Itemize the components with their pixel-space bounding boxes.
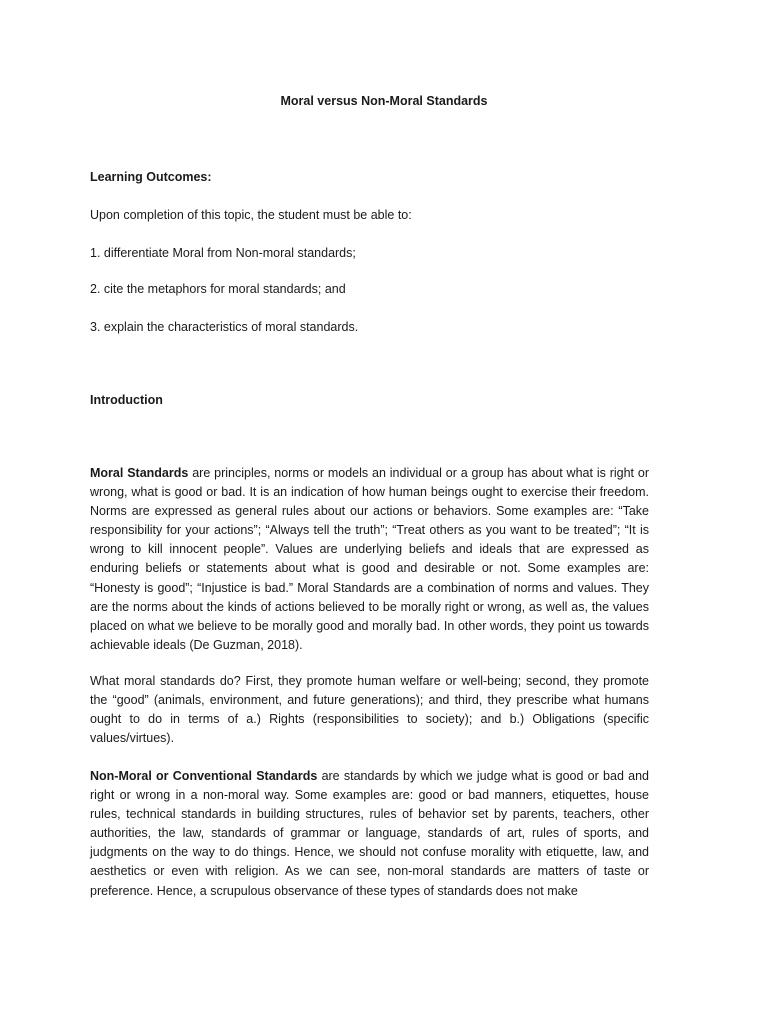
outcome-item-3: 3. explain the characteristics of moral standards. xyxy=(90,320,359,334)
introduction-heading: Introduction xyxy=(90,393,163,407)
moral-standards-function-paragraph: What moral standards do? First, they promote human welfare or well-being; second, they promote the “good” (animals, environment, and future generations); and third, they prescribe what humans ought to do in terms of a.) Rights (responsibilities to society); and b.) Obligations (specific values/virtues). xyxy=(90,674,649,746)
outcome-item-1: 1. differentiate Moral from Non-moral standards; xyxy=(90,246,356,260)
learning-outcomes-heading: Learning Outcomes: xyxy=(90,170,212,184)
outcomes-intro: Upon completion of this topic, the student must be able to: xyxy=(90,208,412,222)
non-moral-standards-body: are standards by which we judge what is good or bad and right or wrong in a non-moral way. Some examples are: good or bad manners, etiquettes, house rules, technical standards in building structures, rules of behavior set by parents, teachers, other authorities, the law, standards of grammar or language, standards of art, rules of sports, and judgments on the way to do things. Hence, we should not confuse morality with etiquette, law, and aesthetics or even with religion. As we can see, non-moral standards are matters of taste or preference. Hence, a scrupulous observance of these types of standards does not make xyxy=(90,769,649,898)
non-moral-standards-paragraph xyxy=(90,767,649,901)
moral-standards-term: Moral Standards xyxy=(90,466,189,480)
moral-standards-paragraph xyxy=(90,464,649,655)
moral-standards-body: are principles, norms or models an individual or a group has about what is right or wrong, what is good or bad. It is an indication of how human beings ought to exercise their freedom. Norms are expressed as general rules about our actions or behaviors. Some examples are: “Take responsibility for your actions”; “Always tell the truth”; “Treat others as you want to be treated”; “It is wrong to kill innocent people”. Values are underlying beliefs and ideals that are expressed as enduring beliefs or statements about what is good and desirable or not. Some examples are: “Honesty is good”; “Injustice is bad.” Moral Standards are a combination of norms and values. They are the norms about the kinds of actions believed to be morally right or wrong, as well as, the values placed on what we believe to be morally good and morally bad. In other words, they point us towards achievable ideals (De Guzman, 2018). xyxy=(90,466,650,652)
document-title: Moral versus Non-Moral Standards xyxy=(280,94,488,108)
outcome-item-2: 2. cite the metaphors for moral standards; and xyxy=(90,282,346,296)
non-moral-standards-term: Non-Moral or Conventional Standards xyxy=(90,769,318,783)
